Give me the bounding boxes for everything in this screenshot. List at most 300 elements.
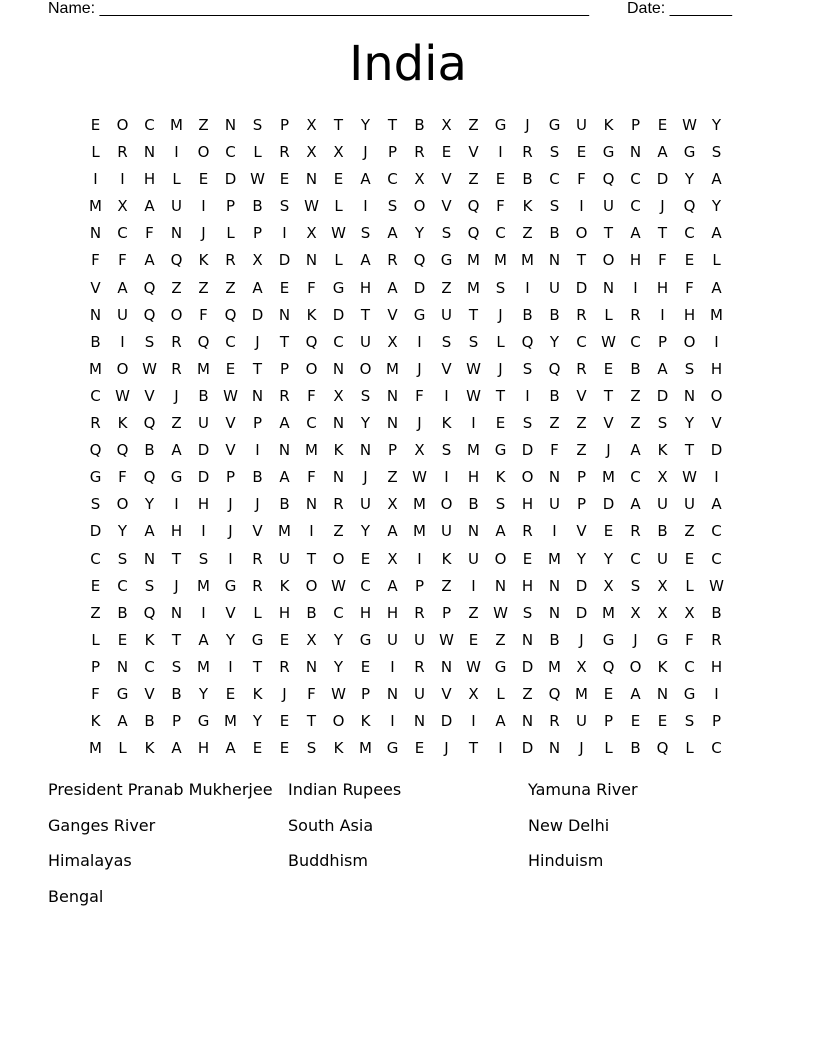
grid-letter: P xyxy=(387,441,398,460)
grid-letter: R xyxy=(90,414,101,433)
grid-letter: L xyxy=(685,576,694,595)
grid-letter: J xyxy=(633,630,638,649)
grid-letter: Y xyxy=(414,224,425,243)
grid-letter: Q xyxy=(413,251,426,270)
grid-letter: R xyxy=(279,386,290,405)
grid-letter: V xyxy=(711,414,722,433)
grid-letter: L xyxy=(334,197,343,216)
grid-letter: I xyxy=(417,549,422,568)
grid-letter: E xyxy=(657,712,668,731)
grid-letter: Y xyxy=(360,522,371,541)
grid-letter: N xyxy=(305,251,318,270)
grid-letter: U xyxy=(360,332,371,351)
grid-letter: A xyxy=(495,522,506,541)
grid-letter: X xyxy=(576,657,587,676)
grid-letter: B xyxy=(630,739,641,758)
grid-letter: N xyxy=(305,657,318,676)
grid-letter: R xyxy=(711,630,722,649)
grid-letter: T xyxy=(495,386,506,405)
word-list-item: Himalayas xyxy=(48,851,132,871)
grid-letter: A xyxy=(171,441,182,460)
grid-letter: J xyxy=(174,576,179,595)
grid-letter: V xyxy=(387,305,398,324)
grid-letter: E xyxy=(279,278,290,297)
grid-letter: J xyxy=(417,414,422,433)
grid-letter: P xyxy=(90,657,101,676)
grid-letter: I xyxy=(201,197,206,216)
grid-letter: N xyxy=(656,684,669,703)
grid-letter: V xyxy=(468,143,479,162)
grid-letter: Z xyxy=(198,278,209,297)
grid-letter: N xyxy=(386,414,399,433)
grid-letter: D xyxy=(89,522,102,541)
grid-letter: G xyxy=(656,630,669,649)
grid-letter: A xyxy=(198,630,209,649)
grid-letter: Q xyxy=(467,224,480,243)
grid-letter: A xyxy=(117,712,128,731)
grid-letter: J xyxy=(579,739,584,758)
grid-letter: A xyxy=(711,224,722,243)
grid-letter: S xyxy=(549,197,560,216)
grid-letter: G xyxy=(359,630,372,649)
grid-letter: U xyxy=(549,278,560,297)
grid-letter: G xyxy=(683,684,696,703)
grid-letter: A xyxy=(711,495,722,514)
grid-letter: M xyxy=(197,657,210,676)
grid-letter: U xyxy=(576,116,587,134)
grid-letter: L xyxy=(496,332,505,351)
grid-letter: M xyxy=(467,441,480,460)
grid-letter: E xyxy=(576,143,587,162)
grid-letter: R xyxy=(333,495,344,514)
grid-letter: X xyxy=(468,684,479,703)
grid-letter: J xyxy=(363,143,368,162)
grid-letter: S xyxy=(684,712,695,731)
grid-letter: D xyxy=(575,603,588,622)
grid-letter: J xyxy=(579,630,584,649)
grid-letter: I xyxy=(390,657,395,676)
grid-letter: F xyxy=(118,251,127,270)
grid-letter: Q xyxy=(683,197,696,216)
grid-letter: E xyxy=(657,116,668,134)
grid-letter: Q xyxy=(656,739,669,758)
grid-letter: Q xyxy=(305,332,318,351)
grid-letter: V xyxy=(441,359,452,378)
grid-letter: J xyxy=(498,359,503,378)
grid-letter: U xyxy=(387,630,398,649)
grid-letter: E xyxy=(279,630,290,649)
grid-letter: A xyxy=(630,495,641,514)
grid-letter: A xyxy=(495,712,506,731)
grid-letter: X xyxy=(333,143,344,162)
grid-letter: E xyxy=(225,359,236,378)
grid-letter: F xyxy=(91,251,100,270)
grid-letter: J xyxy=(228,495,233,514)
grid-letter: H xyxy=(521,576,534,595)
grid-letter: X xyxy=(387,332,398,351)
grid-letter: R xyxy=(171,359,182,378)
grid-letter: P xyxy=(171,712,182,731)
grid-letter: E xyxy=(684,251,695,270)
grid-letter: D xyxy=(710,441,723,460)
grid-letter: H xyxy=(521,495,534,514)
grid-letter: M xyxy=(89,739,102,758)
grid-letter: N xyxy=(494,576,507,595)
grid-letter: G xyxy=(413,305,426,324)
grid-letter: U xyxy=(684,495,695,514)
grid-letter: F xyxy=(307,386,316,405)
grid-letter: Q xyxy=(143,468,156,487)
grid-letter: O xyxy=(602,251,615,270)
grid-letter: S xyxy=(306,739,317,758)
grid-letter: I xyxy=(714,468,719,487)
grid-letter: O xyxy=(170,305,183,324)
grid-letter: K xyxy=(360,712,371,731)
grid-letter: S xyxy=(117,549,128,568)
grid-letter: P xyxy=(711,712,722,731)
grid-letter: E xyxy=(495,170,506,189)
grid-letter: S xyxy=(684,359,695,378)
grid-letter: X xyxy=(657,603,668,622)
grid-letter: Y xyxy=(252,712,263,731)
grid-letter: G xyxy=(494,441,507,460)
grid-letter: O xyxy=(305,359,318,378)
grid-letter: A xyxy=(279,414,290,433)
grid-letter: S xyxy=(387,197,398,216)
grid-letter: W xyxy=(466,386,481,405)
grid-letter: V xyxy=(252,522,263,541)
grid-letter: K xyxy=(144,630,155,649)
grid-letter: N xyxy=(440,657,453,676)
grid-letter: B xyxy=(522,305,533,324)
grid-letter: L xyxy=(604,305,613,324)
grid-letter: Q xyxy=(197,332,210,351)
grid-letter: R xyxy=(576,305,587,324)
grid-letter: B xyxy=(144,712,155,731)
grid-letter: M xyxy=(548,549,561,568)
grid-letter: A xyxy=(387,278,398,297)
grid-letter: M xyxy=(224,712,237,731)
grid-letter: W xyxy=(223,386,238,405)
letter-grid xyxy=(82,112,730,762)
grid-letter: C xyxy=(630,468,641,487)
grid-letter: K xyxy=(603,116,614,134)
grid-letter: T xyxy=(360,305,371,324)
grid-letter: X xyxy=(306,224,317,243)
grid-letter: B xyxy=(90,332,101,351)
grid-letter: H xyxy=(683,305,696,324)
grid-letter: N xyxy=(548,251,561,270)
grid-letter: A xyxy=(630,224,641,243)
grid-letter: T xyxy=(306,712,317,731)
grid-letter: E xyxy=(333,170,344,189)
grid-letter: F xyxy=(307,278,316,297)
grid-letter: B xyxy=(171,684,182,703)
grid-letter: O xyxy=(116,495,129,514)
grid-letter: X xyxy=(306,143,317,162)
grid-letter: M xyxy=(494,251,507,270)
grid-letter: V xyxy=(225,441,236,460)
grid-letter: E xyxy=(90,576,101,595)
grid-letter: Y xyxy=(198,684,209,703)
grid-letter: N xyxy=(548,576,561,595)
grid-letter: I xyxy=(444,386,449,405)
grid-letter: H xyxy=(143,170,156,189)
grid-letter: T xyxy=(603,224,614,243)
grid-letter: M xyxy=(305,441,318,460)
grid-letter: D xyxy=(440,712,453,731)
grid-letter: P xyxy=(630,116,641,134)
grid-letter: L xyxy=(334,251,343,270)
grid-letter: B xyxy=(522,170,533,189)
grid-letter: U xyxy=(414,684,425,703)
grid-letter: M xyxy=(89,359,102,378)
grid-letter: V xyxy=(576,386,587,405)
grid-letter: Z xyxy=(333,522,344,541)
grid-letter: O xyxy=(197,143,210,162)
grid-letter: U xyxy=(441,522,452,541)
grid-letter: X xyxy=(684,603,695,622)
grid-letter: A xyxy=(387,576,398,595)
grid-letter: O xyxy=(629,657,642,676)
grid-letter: S xyxy=(657,414,668,433)
grid-letter: A xyxy=(225,739,236,758)
grid-letter: B xyxy=(414,116,425,134)
grid-letter: N xyxy=(89,224,102,243)
grid-letter: I xyxy=(309,522,314,541)
grid-letter: N xyxy=(521,712,534,731)
grid-letter: C xyxy=(630,332,641,351)
grid-letter: Y xyxy=(711,197,722,216)
word-list-item: New Delhi xyxy=(528,815,610,835)
grid-letter: N xyxy=(332,468,345,487)
grid-letter: H xyxy=(656,278,669,297)
grid-letter: R xyxy=(414,603,425,622)
grid-letter: R xyxy=(522,522,533,541)
grid-letter: D xyxy=(521,441,534,460)
grid-letter: T xyxy=(657,224,668,243)
grid-letter: A xyxy=(144,522,155,541)
grid-letter: T xyxy=(387,116,398,134)
grid-letter: X xyxy=(387,549,398,568)
grid-letter: C xyxy=(630,549,641,568)
grid-letter: Z xyxy=(468,603,479,622)
grid-letter: L xyxy=(253,143,262,162)
grid-letter: Z xyxy=(441,576,452,595)
grid-letter: I xyxy=(255,441,260,460)
grid-letter: H xyxy=(197,739,210,758)
grid-letter: N xyxy=(548,603,561,622)
grid-letter: U xyxy=(117,305,128,324)
grid-letter: H xyxy=(278,603,291,622)
grid-letter: U xyxy=(171,197,182,216)
grid-letter: K xyxy=(333,739,344,758)
grid-letter: G xyxy=(602,630,615,649)
grid-letter: B xyxy=(549,224,560,243)
grid-letter: S xyxy=(360,224,371,243)
grid-letter: E xyxy=(117,630,128,649)
grid-letter: J xyxy=(417,359,422,378)
name-field: Name: _______________________________________________________ xyxy=(48,0,589,17)
word-list-item: Yamuna River xyxy=(528,780,638,799)
grid-letter: K xyxy=(90,712,101,731)
word-list-item: Hinduism xyxy=(528,851,604,871)
grid-letter: W xyxy=(709,576,724,595)
grid-letter: T xyxy=(468,739,479,758)
grid-letter: R xyxy=(225,251,236,270)
grid-letter: I xyxy=(714,332,719,351)
grid-letter: I xyxy=(390,712,395,731)
grid-letter: K xyxy=(333,441,344,460)
grid-letter: D xyxy=(656,386,669,405)
grid-letter: J xyxy=(444,739,449,758)
word-list-item: Bengal xyxy=(48,887,104,907)
grid-letter: C xyxy=(711,549,722,568)
grid-letter: N xyxy=(332,414,345,433)
grid-letter: T xyxy=(306,549,317,568)
grid-letter: Z xyxy=(549,414,560,433)
header xyxy=(48,0,748,20)
grid-letter: V xyxy=(576,522,587,541)
grid-letter: Z xyxy=(522,224,533,243)
grid-letter: S xyxy=(495,495,506,514)
grid-letter: Q xyxy=(89,441,102,460)
grid-letter: O xyxy=(332,712,345,731)
grid-letter: A xyxy=(387,522,398,541)
grid-letter: O xyxy=(575,224,588,243)
grid-letter: Y xyxy=(225,630,236,649)
grid-letter: S xyxy=(144,332,155,351)
grid-letter: Y xyxy=(144,495,155,514)
grid-letter: N xyxy=(683,386,696,405)
grid-letter: T xyxy=(252,657,263,676)
grid-letter: H xyxy=(710,657,723,676)
grid-letter: R xyxy=(252,549,263,568)
grid-letter: K xyxy=(252,684,263,703)
grid-letter: U xyxy=(279,549,290,568)
grid-letter: Z xyxy=(495,630,506,649)
grid-letter: M xyxy=(575,684,588,703)
grid-letter: S xyxy=(630,576,641,595)
grid-letter: M xyxy=(710,305,723,324)
grid-letter: O xyxy=(494,549,507,568)
grid-letter: D xyxy=(521,657,534,676)
grid-letter: E xyxy=(468,630,479,649)
grid-letter: G xyxy=(683,143,696,162)
grid-letter: P xyxy=(252,224,263,243)
grid-letter: P xyxy=(360,684,371,703)
grid-letter: F xyxy=(685,630,694,649)
grid-letter: W xyxy=(115,386,130,405)
grid-letter: K xyxy=(657,441,668,460)
grid-letter: T xyxy=(576,251,587,270)
grid-letter: X xyxy=(657,576,668,595)
grid-letter: Z xyxy=(576,414,587,433)
grid-letter: M xyxy=(467,278,480,297)
grid-letter: I xyxy=(174,143,179,162)
grid-letter: Z xyxy=(441,278,452,297)
grid-letter: A xyxy=(144,251,155,270)
grid-letter: D xyxy=(332,305,345,324)
grid-letter: Q xyxy=(602,170,615,189)
grid-letter: M xyxy=(278,522,291,541)
grid-letter: Z xyxy=(225,278,236,297)
grid-letter: W xyxy=(493,603,508,622)
grid-letter: N xyxy=(143,549,156,568)
grid-letter: G xyxy=(116,684,129,703)
grid-letter: E xyxy=(684,549,695,568)
grid-letter: L xyxy=(226,224,235,243)
grid-letter: O xyxy=(116,116,129,134)
grid-letter: Y xyxy=(576,549,587,568)
grid-letter: P xyxy=(414,576,425,595)
grid-letter: J xyxy=(363,468,368,487)
grid-letter: O xyxy=(710,386,723,405)
grid-letter: L xyxy=(118,739,127,758)
grid-letter: X xyxy=(387,495,398,514)
grid-letter: D xyxy=(413,278,426,297)
grid-letter: G xyxy=(602,143,615,162)
grid-letter: I xyxy=(552,522,557,541)
grid-letter: B xyxy=(144,441,155,460)
grid-letter: B xyxy=(468,495,479,514)
grid-letter: D xyxy=(197,441,210,460)
grid-letter: J xyxy=(660,197,665,216)
grid-letter: W xyxy=(682,116,697,134)
grid-letter: B xyxy=(252,468,263,487)
grid-letter: J xyxy=(606,441,611,460)
grid-letter: A xyxy=(657,359,668,378)
grid-letter: X xyxy=(306,116,317,134)
grid-letter: X xyxy=(441,116,452,134)
grid-letter: E xyxy=(279,712,290,731)
grid-letter: P xyxy=(387,143,398,162)
grid-letter: S xyxy=(441,332,452,351)
grid-letter: V xyxy=(225,603,236,622)
grid-letter: Z xyxy=(90,603,101,622)
grid-letter: U xyxy=(360,495,371,514)
grid-letter: C xyxy=(144,657,155,676)
grid-letter: I xyxy=(201,603,206,622)
grid-letter: P xyxy=(441,603,452,622)
grid-letter: L xyxy=(712,251,721,270)
grid-letter: S xyxy=(441,224,452,243)
grid-letter: A xyxy=(117,278,128,297)
grid-letter: C xyxy=(333,332,344,351)
grid-letter: A xyxy=(630,441,641,460)
word-list-item: Ganges River xyxy=(48,815,156,835)
grid-letter: E xyxy=(603,359,614,378)
grid-letter: O xyxy=(359,359,372,378)
grid-letter: Y xyxy=(549,332,560,351)
grid-letter: B xyxy=(252,197,263,216)
grid-letter: B xyxy=(279,495,290,514)
grid-letter: Q xyxy=(548,684,561,703)
grid-letter: C xyxy=(225,143,236,162)
grid-letter: F xyxy=(199,305,208,324)
grid-letter: B xyxy=(549,386,560,405)
grid-letter: K xyxy=(117,414,128,433)
grid-letter: L xyxy=(172,170,181,189)
grid-letter: E xyxy=(414,739,425,758)
grid-letter: K xyxy=(441,414,452,433)
grid-letter: I xyxy=(471,414,476,433)
grid-letter: M xyxy=(467,251,480,270)
grid-letter: I xyxy=(363,197,368,216)
grid-letter: C xyxy=(576,332,587,351)
grid-letter: F xyxy=(496,197,505,216)
grid-letter: P xyxy=(657,332,668,351)
